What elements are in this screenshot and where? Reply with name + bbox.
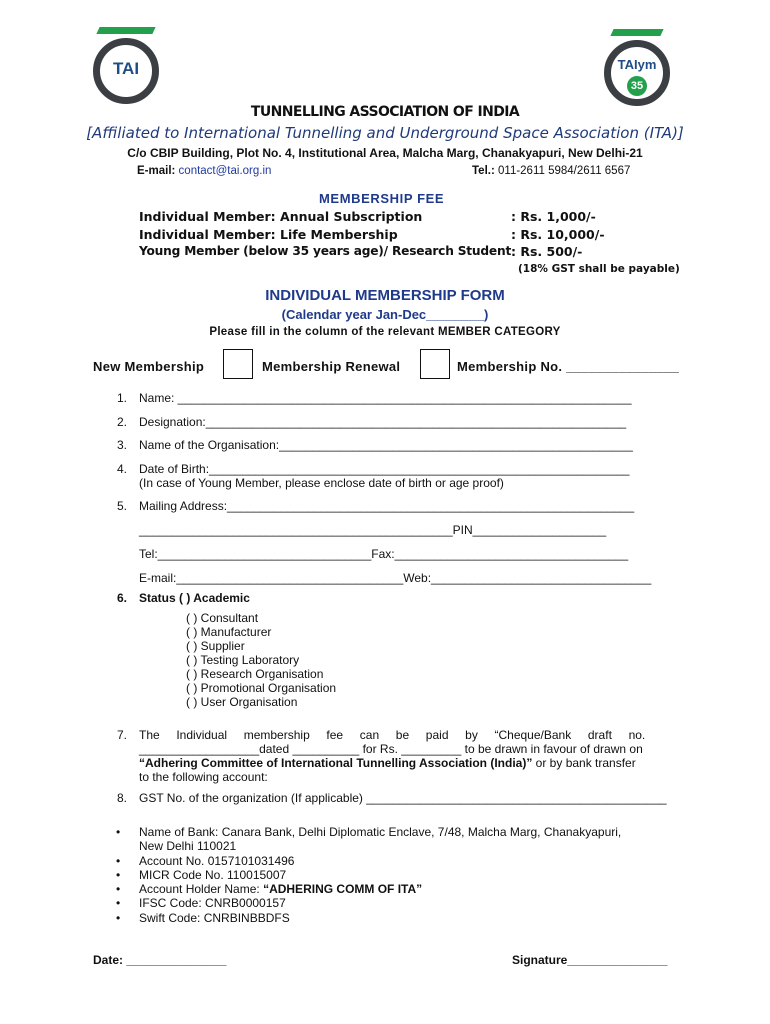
tel-line — [472, 165, 630, 177]
date-field[interactable]: Date: _______________ — [93, 953, 227, 967]
payment-line — [139, 756, 699, 770]
status-option[interactable]: ( ) Research Organisation — [186, 667, 324, 681]
bullet: • — [116, 825, 121, 839]
fee-row-label: Young Member (below 35 years age)/ Research Student — [139, 244, 512, 258]
taiym-logo — [604, 40, 670, 106]
payment-line: The Individual membership fee can be paid by “Cheque/Bank draft no. — [139, 728, 646, 742]
email-label: E-mail: — [137, 165, 176, 177]
item-number: 5. — [116, 499, 127, 513]
logo-right-bar — [610, 29, 663, 36]
tel-value: 011-2611 5984/2611 6567 — [498, 165, 631, 177]
form-instruction: Please fill in the column of the relevant MEMBER CATEGORY — [209, 326, 561, 338]
item-number: 4. — [116, 462, 127, 476]
account-holder-name: “ADHERING COMM OF ITA” — [263, 882, 423, 896]
fee-row-value: : Rs. 10,000/- — [511, 227, 605, 242]
dob-note: (In case of Young Member, please enclose date of birth or age proof) — [139, 476, 504, 490]
tel-label: Tel.: — [472, 165, 495, 177]
bullet: • — [116, 882, 121, 896]
email-link[interactable]: contact@tai.org.in — [178, 165, 272, 177]
address: C/o CBIP Building, Plot No. 4, Institutional Area, Malcha Marg, Chanakyapuri, New Delhi-21 — [127, 146, 643, 160]
taiym-logo-text: TAIym — [617, 57, 657, 72]
item-number: 6. — [116, 591, 127, 605]
status-option[interactable]: ( ) Consultant — [186, 611, 259, 625]
micr-code: MICR Code No. 110015007 — [139, 868, 287, 882]
fee-row-label: Individual Member: Annual Subscription — [139, 209, 423, 224]
item-number: 7. — [116, 728, 127, 742]
status-option[interactable]: ( ) Manufacturer — [186, 625, 272, 639]
swift-code: Swift Code: CNRBINBBDFS — [139, 911, 290, 925]
bank-name-line2: New Delhi 110021 — [139, 839, 237, 853]
account-holder-label: Account Holder Name: — [139, 882, 264, 896]
gst-field[interactable]: GST No. of the organization (If applicable) _____________________________________________ — [139, 791, 667, 805]
status-option[interactable]: ( ) Promotional Organisation — [186, 681, 337, 695]
tai-logo-text: TAI — [112, 59, 140, 78]
renewal-label: Membership Renewal — [262, 359, 401, 374]
item-number: 8. — [116, 791, 127, 805]
item-number: 3. — [116, 438, 127, 452]
signature-field[interactable]: Signature_______________ — [512, 953, 668, 967]
payment-line: to the following account: — [139, 770, 268, 784]
org-title: TUNNELLING ASSOCIATION OF INDIA — [250, 104, 520, 120]
name-field[interactable]: Name: ____________________________________________________________________ — [139, 391, 632, 405]
status-option[interactable]: ( ) User Organisation — [186, 695, 298, 709]
fee-heading: MEMBERSHIP FEE — [319, 191, 445, 206]
status-academic[interactable]: Status ( ) Academic — [139, 591, 250, 605]
status-option[interactable]: ( ) Testing Laboratory — [186, 653, 300, 667]
organisation-field[interactable]: Name of the Organisation:_____________________________________________________ — [139, 438, 633, 452]
bullet: • — [116, 896, 121, 910]
mailing-address-field[interactable]: Mailing Address:_____________________________________________________________ — [139, 499, 635, 513]
bullet: • — [116, 911, 121, 925]
payment-line-rest: or by bank transfer — [532, 756, 636, 770]
logo-left-bar — [96, 27, 155, 34]
gst-note: (18% GST shall be payable) — [518, 263, 680, 275]
membership-no-field[interactable]: Membership No. _______________ — [457, 359, 680, 374]
new-membership-label: New Membership — [93, 359, 205, 374]
account-holder — [139, 882, 422, 896]
designation-field[interactable]: Designation:_______________________________________________________________ — [139, 415, 627, 429]
email-web-field[interactable]: E-mail:__________________________________Web:_________________________________ — [139, 571, 652, 585]
renewal-checkbox[interactable] — [420, 349, 450, 379]
fee-row-value: : Rs. 1,000/- — [511, 209, 596, 224]
item-number: 1. — [116, 391, 127, 405]
affiliation: [Affiliated to International Tunnelling and Underground Space Association (ITA)] — [86, 124, 684, 142]
status-option[interactable]: ( ) Supplier — [186, 639, 245, 653]
fee-row-value: : Rs. 500/- — [511, 244, 583, 259]
form-title: INDIVIDUAL MEMBERSHIP FORM — [265, 287, 505, 304]
ifsc-code: IFSC Code: CNRB0000157 — [139, 896, 286, 910]
bullet: • — [116, 854, 121, 868]
account-no: Account No. 0157101031496 — [139, 854, 295, 868]
tel-fax-field[interactable]: Tel:________________________________Fax:___________________________________ — [139, 547, 629, 561]
new-membership-checkbox[interactable] — [223, 349, 253, 379]
pin-field[interactable]: _______________________________________________PIN____________________ — [139, 523, 607, 537]
bullet: • — [116, 868, 121, 882]
form-subtitle: (Calendar year Jan-Dec________) — [281, 307, 489, 322]
item-number: 2. — [116, 415, 127, 429]
dob-field[interactable]: Date of Birth:_______________________________________________________________ — [139, 462, 630, 476]
taiym-logo-badge: 35 — [627, 76, 647, 96]
fee-row-label: Individual Member: Life Membership — [139, 227, 398, 242]
bank-name: Name of Bank: Canara Bank, Delhi Diplomatic Enclave, 7/48, Malcha Marg, Chanakyapuri, — [139, 825, 622, 839]
tai-logo — [93, 38, 159, 104]
payment-line[interactable]: __________________dated __________ for Rs. _________ to be drawn in favour of drawn on — [139, 742, 643, 756]
email-line — [137, 165, 271, 177]
payee-name: “Adhering Committee of International Tunnelling Association (India)” — [139, 756, 533, 770]
